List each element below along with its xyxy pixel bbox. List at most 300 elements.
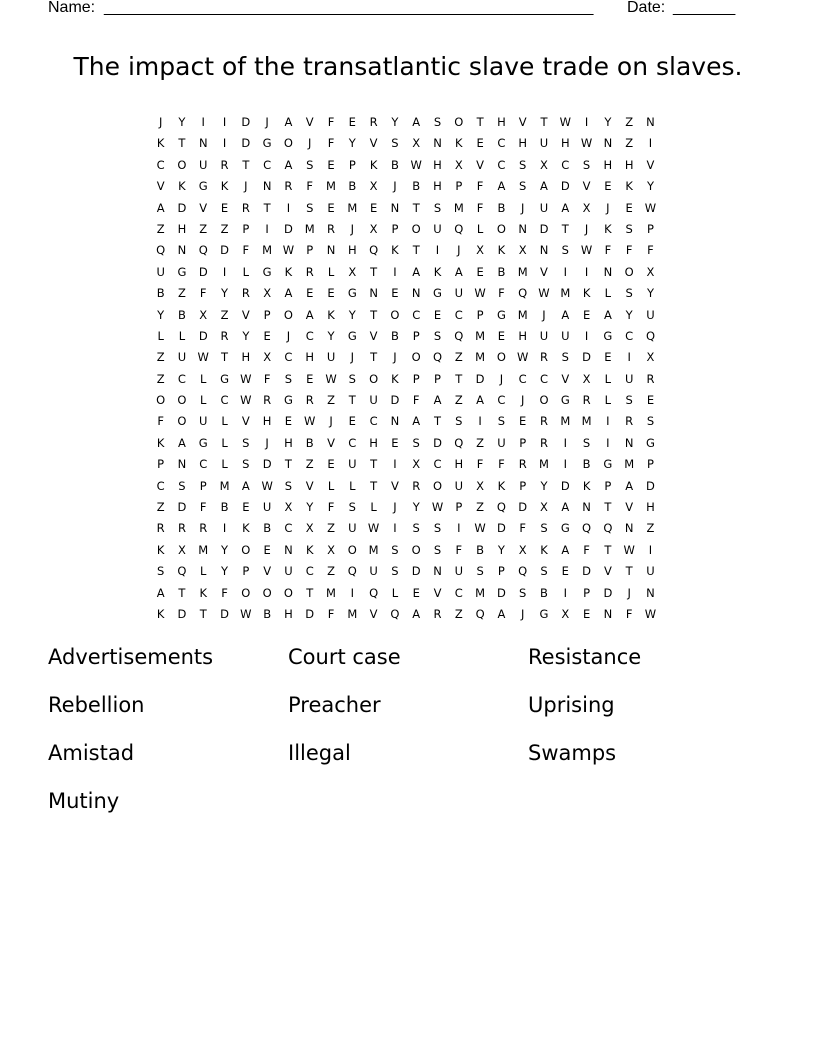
grid-letter: B bbox=[263, 521, 272, 536]
grid-letter: W bbox=[410, 157, 422, 172]
word-search-grid bbox=[150, 112, 670, 625]
grid-letter: L bbox=[221, 457, 228, 472]
date-blank-line: _______ bbox=[673, 0, 736, 16]
worksheet-header bbox=[48, 0, 748, 18]
grid-letter: P bbox=[455, 500, 463, 515]
grid-letter: C bbox=[263, 157, 272, 172]
grid-letter: C bbox=[156, 478, 165, 493]
grid-letter: V bbox=[390, 478, 399, 493]
grid-letter: T bbox=[604, 500, 612, 515]
grid-letter: N bbox=[603, 264, 613, 279]
grid-letter: Z bbox=[220, 221, 229, 236]
grid-letter: H bbox=[433, 179, 442, 194]
grid-letter: U bbox=[646, 564, 655, 579]
grid-letter: M bbox=[517, 307, 528, 322]
grid-letter: L bbox=[476, 221, 484, 236]
grid-letter: D bbox=[284, 221, 293, 236]
grid-letter: E bbox=[604, 350, 612, 365]
grid-letter: C bbox=[284, 521, 293, 536]
grid-letter: R bbox=[625, 414, 634, 429]
grid-letter: O bbox=[347, 542, 357, 557]
grid-letter: E bbox=[263, 542, 271, 557]
grid-letter: F bbox=[327, 500, 335, 515]
grid-letter: G bbox=[560, 521, 570, 536]
grid-letter: X bbox=[540, 157, 548, 172]
grid-letter: U bbox=[433, 221, 442, 236]
grid-letter: R bbox=[284, 179, 293, 194]
grid-letter: H bbox=[241, 350, 251, 365]
grid-row bbox=[150, 497, 670, 518]
grid-letter: S bbox=[284, 478, 293, 493]
grid-letter: Z bbox=[454, 606, 463, 621]
grid-letter: C bbox=[220, 393, 229, 408]
grid-letter: G bbox=[220, 371, 229, 386]
grid-letter: F bbox=[604, 243, 612, 258]
grid-row bbox=[150, 561, 670, 582]
grid-letter: L bbox=[604, 286, 612, 301]
grid-letter: C bbox=[199, 457, 208, 472]
grid-letter: C bbox=[561, 157, 570, 172]
grid-letter: O bbox=[496, 350, 506, 365]
grid-letter: N bbox=[177, 457, 187, 472]
grid-letter: J bbox=[520, 393, 525, 408]
grid-letter: W bbox=[431, 500, 444, 515]
grid-row bbox=[150, 369, 670, 390]
grid-letter: V bbox=[603, 564, 612, 579]
grid-letter: X bbox=[284, 500, 293, 515]
grid-letter: G bbox=[347, 286, 357, 301]
grid-letter: G bbox=[496, 307, 506, 322]
grid-letter: P bbox=[583, 585, 591, 600]
grid-row bbox=[150, 240, 670, 261]
grid-letter: E bbox=[327, 457, 335, 472]
grid-letter: I bbox=[478, 414, 482, 429]
grid-letter: E bbox=[369, 200, 378, 215]
grid-letter: Y bbox=[540, 478, 548, 493]
grid-letter: P bbox=[412, 371, 420, 386]
grid-letter: B bbox=[497, 264, 506, 279]
grid-letter: H bbox=[518, 136, 528, 151]
grid-letter: U bbox=[539, 136, 549, 151]
grid-row bbox=[150, 347, 670, 368]
grid-letter: I bbox=[563, 264, 567, 279]
grid-letter: R bbox=[156, 521, 165, 536]
grid-letter: O bbox=[262, 585, 272, 600]
grid-letter: Q bbox=[582, 521, 592, 536]
grid-letter: L bbox=[242, 264, 250, 279]
grid-letter: M bbox=[581, 414, 592, 429]
grid-letter: A bbox=[561, 542, 570, 557]
grid-letter: F bbox=[476, 200, 484, 215]
grid-letter: Q bbox=[454, 435, 464, 450]
grid-letter: W bbox=[580, 136, 593, 151]
grid-letter: O bbox=[496, 221, 506, 236]
grid-letter: V bbox=[327, 435, 335, 450]
grid-letter: Q bbox=[454, 221, 464, 236]
grid-letter: C bbox=[348, 435, 357, 450]
grid-letter: U bbox=[348, 457, 357, 472]
grid-letter: Z bbox=[327, 564, 335, 579]
grid-letter: F bbox=[263, 371, 271, 386]
grid-letter: V bbox=[305, 115, 314, 129]
grid-letter: E bbox=[433, 307, 442, 322]
grid-letter: C bbox=[305, 328, 314, 343]
grid-row bbox=[150, 283, 670, 304]
grid-letter: T bbox=[433, 414, 442, 429]
grid-letter: J bbox=[542, 307, 546, 322]
grid-letter: I bbox=[393, 521, 397, 536]
grid-letter: S bbox=[156, 564, 165, 579]
grid-letter: L bbox=[178, 328, 186, 343]
grid-letter: D bbox=[582, 350, 592, 365]
grid-letter: M bbox=[347, 606, 358, 621]
grid-letter: O bbox=[432, 478, 443, 493]
grid-letter: W bbox=[197, 350, 209, 365]
grid-letter: S bbox=[391, 136, 399, 151]
word-list-item: Rebellion bbox=[48, 693, 145, 717]
grid-letter: P bbox=[497, 564, 505, 579]
grid-letter: I bbox=[563, 457, 567, 472]
grid-letter: N bbox=[177, 243, 187, 258]
grid-letter: U bbox=[284, 564, 293, 579]
grid-letter: X bbox=[561, 606, 570, 621]
grid-letter: Q bbox=[518, 286, 528, 301]
grid-letter: Y bbox=[221, 286, 229, 301]
grid-letter: C bbox=[369, 414, 378, 429]
grid-letter: H bbox=[454, 457, 464, 472]
grid-letter: I bbox=[648, 136, 653, 151]
grid-letter: B bbox=[178, 307, 186, 322]
grid-letter: S bbox=[519, 585, 527, 600]
grid-letter: R bbox=[433, 606, 442, 621]
grid-letter: F bbox=[625, 243, 633, 258]
grid-letter: M bbox=[517, 264, 528, 279]
grid-letter: J bbox=[244, 179, 248, 194]
grid-letter: H bbox=[347, 243, 357, 258]
grid-letter: B bbox=[263, 606, 272, 621]
grid-letter: N bbox=[390, 414, 400, 429]
grid-letter: X bbox=[263, 350, 272, 365]
grid-letter: S bbox=[306, 200, 314, 215]
name-blank-line: _______________________________________________________ bbox=[104, 0, 594, 16]
grid-letter: D bbox=[198, 328, 208, 343]
grid-letter: W bbox=[240, 371, 252, 386]
grid-letter: K bbox=[156, 542, 165, 557]
grid-row bbox=[150, 540, 670, 561]
grid-letter: V bbox=[369, 328, 378, 343]
grid-letter: B bbox=[390, 157, 399, 172]
grid-letter: R bbox=[177, 521, 186, 536]
grid-letter: F bbox=[476, 179, 484, 194]
grid-letter: S bbox=[455, 414, 463, 429]
grid-letter: E bbox=[561, 564, 569, 579]
grid-letter: M bbox=[475, 328, 486, 343]
name-label: Name: bbox=[48, 0, 96, 16]
grid-row bbox=[150, 326, 670, 347]
grid-letter: M bbox=[475, 585, 486, 600]
word-list-item: Mutiny bbox=[48, 789, 120, 813]
grid-letter: C bbox=[518, 371, 527, 386]
grid-letter: Q bbox=[475, 606, 485, 621]
grid-letter: H bbox=[262, 414, 272, 429]
grid-letter: E bbox=[497, 328, 506, 343]
grid-letter: Y bbox=[178, 115, 186, 129]
grid-letter: T bbox=[412, 243, 420, 258]
grid-letter: I bbox=[286, 200, 291, 215]
grid-letter: F bbox=[476, 457, 484, 472]
grid-letter: X bbox=[476, 478, 485, 493]
grid-letter: M bbox=[368, 542, 379, 557]
grid-letter: X bbox=[582, 200, 591, 215]
grid-letter: X bbox=[412, 136, 421, 151]
grid-letter: C bbox=[497, 393, 506, 408]
grid-letter: O bbox=[539, 393, 549, 408]
grid-letter: Q bbox=[347, 564, 357, 579]
grid-letter: H bbox=[497, 115, 506, 129]
word-list-item: Illegal bbox=[288, 741, 351, 765]
grid-letter: N bbox=[326, 243, 336, 258]
grid-letter: A bbox=[305, 307, 314, 322]
grid-letter: L bbox=[157, 328, 164, 343]
grid-letter: L bbox=[221, 414, 228, 429]
grid-letter: Q bbox=[390, 606, 400, 621]
grid-letter: F bbox=[242, 243, 250, 258]
word-list-item: Swamps bbox=[528, 741, 617, 765]
grid-letter: O bbox=[454, 115, 464, 129]
grid-letter: X bbox=[327, 542, 335, 557]
grid-letter: N bbox=[262, 179, 272, 194]
grid-letter: J bbox=[329, 414, 333, 429]
grid-letter: M bbox=[262, 243, 273, 258]
grid-letter: O bbox=[241, 585, 251, 600]
grid-letter: K bbox=[582, 286, 591, 301]
grid-letter: E bbox=[348, 414, 356, 429]
grid-letter: S bbox=[178, 478, 186, 493]
grid-letter: Z bbox=[454, 393, 463, 408]
grid-letter: H bbox=[177, 221, 187, 236]
grid-letter: I bbox=[350, 585, 355, 600]
grid-letter: H bbox=[624, 157, 634, 172]
grid-letter: D bbox=[198, 264, 208, 279]
grid-letter: F bbox=[327, 136, 335, 151]
grid-letter: L bbox=[200, 393, 207, 408]
grid-letter: D bbox=[220, 243, 229, 258]
grid-row bbox=[150, 390, 670, 411]
grid-letter: I bbox=[584, 115, 589, 129]
grid-letter: H bbox=[284, 606, 293, 621]
grid-letter: F bbox=[306, 179, 314, 194]
grid-letter: M bbox=[560, 414, 571, 429]
grid-letter: U bbox=[326, 350, 336, 365]
grid-row bbox=[150, 583, 670, 604]
grid-letter: W bbox=[538, 286, 550, 301]
grid-letter: I bbox=[584, 328, 589, 343]
grid-letter: E bbox=[412, 585, 420, 600]
grid-letter: J bbox=[499, 371, 504, 386]
grid-letter: X bbox=[454, 157, 463, 172]
grid-letter: N bbox=[646, 115, 655, 129]
grid-letter: U bbox=[199, 157, 208, 172]
grid-letter: X bbox=[540, 500, 548, 515]
grid-letter: Z bbox=[646, 521, 655, 536]
grid-letter: C bbox=[625, 328, 634, 343]
grid-letter: H bbox=[305, 350, 315, 365]
grid-letter: I bbox=[457, 521, 461, 536]
word-list-item: Uprising bbox=[528, 693, 615, 717]
grid-letter: C bbox=[284, 350, 293, 365]
grid-letter: K bbox=[497, 243, 506, 258]
grid-letter: F bbox=[327, 115, 335, 129]
grid-letter: D bbox=[177, 500, 187, 515]
grid-letter: C bbox=[305, 564, 314, 579]
grid-letter: F bbox=[221, 585, 228, 600]
grid-letter: Y bbox=[646, 286, 654, 301]
grid-letter: L bbox=[200, 371, 207, 386]
grid-letter: X bbox=[646, 264, 655, 279]
grid-letter: D bbox=[241, 136, 251, 151]
grid-letter: E bbox=[263, 328, 271, 343]
grid-letter: T bbox=[370, 457, 378, 472]
grid-letter: T bbox=[455, 371, 463, 386]
grid-letter: V bbox=[518, 115, 527, 129]
grid-letter: V bbox=[582, 179, 591, 194]
grid-letter: N bbox=[411, 286, 421, 301]
grid-letter: G bbox=[433, 286, 442, 301]
grid-letter: N bbox=[603, 136, 613, 151]
grid-letter: P bbox=[348, 157, 356, 172]
grid-letter: P bbox=[455, 179, 463, 194]
grid-letter: L bbox=[327, 264, 335, 279]
grid-letter: H bbox=[433, 157, 442, 172]
grid-letter: F bbox=[647, 243, 654, 258]
grid-letter: P bbox=[242, 564, 250, 579]
grid-letter: V bbox=[263, 564, 272, 579]
grid-row bbox=[150, 433, 670, 454]
grid-letter: N bbox=[624, 521, 634, 536]
grid-letter: O bbox=[156, 393, 166, 408]
grid-letter: V bbox=[476, 157, 485, 172]
grid-letter: N bbox=[518, 221, 527, 236]
grid-letter: W bbox=[240, 606, 252, 621]
grid-letter: E bbox=[306, 371, 314, 386]
grid-letter: J bbox=[627, 585, 631, 600]
grid-letter: K bbox=[156, 435, 165, 450]
grid-letter: S bbox=[391, 542, 399, 557]
grid-letter: S bbox=[561, 243, 569, 258]
grid-letter: W bbox=[644, 200, 657, 215]
grid-letter: D bbox=[560, 478, 570, 493]
grid-letter: Z bbox=[199, 221, 208, 236]
grid-letter: E bbox=[284, 414, 293, 429]
grid-row bbox=[150, 133, 670, 154]
grid-letter: Z bbox=[305, 457, 314, 472]
grid-letter: Q bbox=[156, 243, 166, 258]
grid-letter: C bbox=[156, 157, 165, 172]
grid-letter: R bbox=[241, 200, 250, 215]
grid-letter: I bbox=[393, 264, 397, 279]
grid-letter: A bbox=[433, 393, 442, 408]
grid-letter: D bbox=[539, 221, 549, 236]
grid-letter: P bbox=[434, 371, 441, 386]
grid-letter: I bbox=[563, 435, 567, 450]
grid-row bbox=[150, 262, 670, 283]
grid-letter: R bbox=[539, 350, 548, 365]
grid-letter: S bbox=[476, 564, 484, 579]
grid-letter: E bbox=[391, 286, 399, 301]
grid-letter: Z bbox=[178, 286, 186, 301]
grid-letter: R bbox=[263, 393, 272, 408]
grid-letter: Z bbox=[156, 500, 165, 515]
grid-letter: N bbox=[646, 585, 655, 600]
grid-letter: N bbox=[369, 286, 378, 301]
grid-letter: U bbox=[454, 478, 464, 493]
grid-letter: P bbox=[306, 243, 314, 258]
grid-letter: K bbox=[156, 606, 165, 621]
grid-letter: D bbox=[475, 371, 485, 386]
grid-letter: U bbox=[561, 328, 570, 343]
grid-letter: C bbox=[433, 457, 442, 472]
grid-letter: P bbox=[647, 457, 654, 472]
grid-letter: J bbox=[308, 136, 312, 151]
grid-letter: V bbox=[305, 478, 314, 493]
grid-letter: T bbox=[199, 606, 207, 621]
grid-letter: N bbox=[624, 435, 634, 450]
grid-letter: A bbox=[625, 478, 634, 493]
grid-letter: D bbox=[177, 200, 187, 215]
grid-letter: J bbox=[158, 115, 163, 129]
grid-letter: Z bbox=[220, 307, 229, 322]
grid-letter: K bbox=[391, 371, 399, 386]
grid-letter: W bbox=[261, 478, 273, 493]
grid-letter: Y bbox=[625, 307, 633, 322]
grid-letter: O bbox=[283, 585, 293, 600]
grid-letter: B bbox=[497, 200, 506, 215]
grid-letter: W bbox=[559, 115, 571, 129]
grid-letter: A bbox=[561, 500, 570, 515]
grid-letter: E bbox=[348, 115, 356, 129]
grid-letter: C bbox=[454, 307, 463, 322]
grid-letter: M bbox=[326, 585, 336, 600]
grid-letter: Z bbox=[327, 393, 335, 408]
grid-letter: I bbox=[627, 350, 631, 365]
grid-letter: X bbox=[199, 307, 208, 322]
grid-letter: F bbox=[455, 542, 463, 557]
grid-letter: W bbox=[623, 542, 635, 557]
grid-letter: S bbox=[497, 414, 506, 429]
grid-letter: E bbox=[306, 286, 314, 301]
grid-letter: W bbox=[580, 243, 593, 258]
grid-row bbox=[150, 176, 670, 197]
grid-letter: M bbox=[304, 221, 315, 236]
grid-letter: J bbox=[606, 200, 610, 215]
grid-letter: H bbox=[560, 136, 570, 151]
grid-letter: J bbox=[393, 350, 397, 365]
grid-letter: W bbox=[367, 521, 380, 536]
grid-letter: Z bbox=[476, 500, 485, 515]
grid-letter: Q bbox=[454, 328, 464, 343]
grid-letter: A bbox=[156, 200, 165, 215]
grid-letter: U bbox=[369, 564, 378, 579]
grid-letter: K bbox=[178, 179, 186, 194]
grid-letter: T bbox=[561, 221, 569, 236]
grid-letter: F bbox=[157, 414, 164, 429]
grid-letter: C bbox=[454, 585, 463, 600]
grid-letter: K bbox=[305, 542, 314, 557]
grid-letter: T bbox=[221, 350, 229, 365]
grid-letter: P bbox=[199, 478, 207, 493]
grid-letter: Q bbox=[603, 521, 613, 536]
grid-letter: I bbox=[393, 457, 397, 472]
